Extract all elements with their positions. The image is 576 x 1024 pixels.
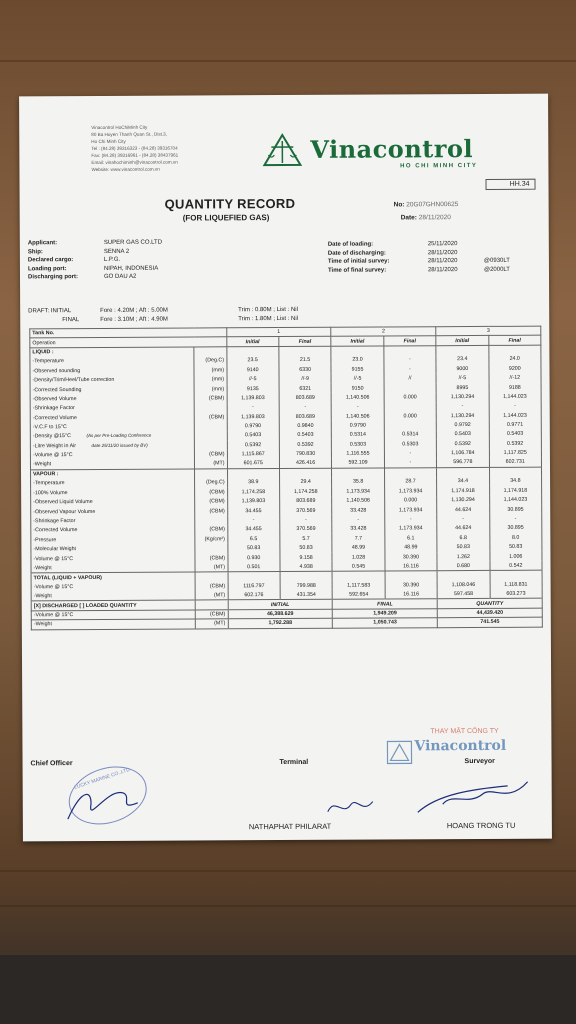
document-subtitle: (FOR LIQUEFIED GAS): [182, 213, 270, 223]
address-line: 80 Ba Huyen Thanh Quan St., Dist.3,: [91, 131, 168, 138]
table-row: -Temperature (Deg.C) 23.5 21.5 23.0 - 23.4 24.0: [30, 354, 541, 366]
table-row: -Observed Vapour Volume (CBM) 34.455 370.569 33.428 1,173.934 44.624 30.895: [31, 505, 542, 517]
detail-row: Applicant: SUPER GAS CO.LTD: [27, 239, 163, 247]
address-line: Vinacontrol HoChiMinh City: [91, 124, 148, 131]
section-heading: VAPOUR :: [31, 467, 542, 479]
detail-row: Loading port: NIPAH, INDONESIA: [27, 265, 159, 273]
details-right: [328, 240, 510, 275]
document-title: QUANTITY RECORD: [164, 195, 296, 212]
logo-subtitle: HO CHI MINH CITY: [400, 162, 478, 170]
chief-officer-signature: [63, 781, 173, 827]
operation-header-row: Operation Initial Final Initial Final Initial Final: [30, 336, 541, 348]
address-line: Fax: (84.28) 39316961 - (84.28) 38437961: [91, 152, 179, 159]
discharged-header-row: [X] DISCHARGED [ ] LOADED QUANTITY INITIAL FINAL QUANTITY: [31, 598, 542, 610]
table-row: -Corrected Volume (CBM) 1,139.803 803.689 1,140.506 0.000 1,130.294 1,144.023: [30, 411, 541, 423]
record-date: Date: 28/11/2020: [400, 214, 451, 222]
table-row: -Weight (MT) 601.675 426.416 592.109 - 596.778 602.731: [30, 458, 541, 470]
table-row: -Density/Trim/Heel/Tube correction (mm) //-5 //-9 //-5 // //-5 //-12: [30, 373, 541, 385]
table-row: -V.C.F to 15°C 0.9790 0.9840 0.9790 0.9792 0.9771: [30, 420, 541, 432]
terminal-label: Terminal: [279, 758, 309, 767]
quantity-table: [29, 326, 543, 630]
detail-row: Declared cargo: L.P.G.: [27, 257, 121, 264]
company-address: [91, 123, 241, 173]
detail-row: Discharging port: GO DAU A2: [27, 274, 137, 281]
surveyor-signature: [413, 774, 538, 820]
address-line: Ho Chi Minh City: [91, 138, 126, 145]
table-row: -Observed Liquid Volume (CBM) 1,139.803 803.689 1,140.506 0.000 1,130.294 1,144.023: [31, 495, 542, 507]
floor-background: [0, 955, 576, 1024]
form-code: HH.34: [485, 179, 535, 190]
surveyor-label: Surveyor: [464, 757, 495, 766]
record-number: No: 20G07GHN00625: [393, 201, 459, 209]
table-row: -Pressure (Kg/cm²) 6.5 5.7 7.7 6.1 6.8 8.0: [31, 533, 542, 545]
vinacontrol-stamp: THAY MẶT CÔNG TY Vinacontrol: [374, 728, 546, 773]
table-row: -Weight (MT) 602.176 431.354 592.654 16.116 597.458 603.273: [31, 589, 542, 601]
table-row: -Shrinkage Factor - - - - -: [30, 401, 541, 413]
table-row: -Corrected Volume (CBM) 34.455 370.569 33.428 1,173.934 44.624 30.895: [31, 523, 542, 535]
detail-row: Date of loading: 25/11/2020: [327, 241, 458, 248]
table-row: -Shrinkage Factor - - - - - -: [31, 514, 542, 526]
quantity-record-document: [19, 94, 552, 842]
table-row: -Temperature (Deg.C) 38.9 29.4 35.8 28.7 34.4 34.8: [31, 476, 542, 488]
draft-info: DRAFT: INITIAL Fore : 4.20M ; Aft : 5.00M Trim : 0.80M ; List : Nil FINAL Fore : 3.10M ; Aft : 4.90M Trim : 1.80M ; List : Nil: [28, 306, 299, 323]
table-row: -Volume @ 15°C (CBM) 0.930 9.158 1.028 30.390 1.262 1.006: [31, 552, 542, 564]
chief-officer-label: Chief Officer: [30, 760, 73, 768]
terminal-signature: [323, 786, 383, 821]
table-row: -Observed sounding (mm) 9140 6330 9155 - 9000 9200: [30, 364, 541, 376]
ship-stamp: LUCKY MARINE CO.,LTD: [61, 757, 154, 834]
table-row: -Litre Weight in Air date 25/11/20 issued by BV) 0.5392 0.5392 0.5303 0.5303 0.5392 0.5392: [30, 439, 541, 451]
table-row: -Observed Volume (CBM) 1,139.803 803.689 1,140.506 0.000 1,130.294 1,144.023: [30, 392, 541, 404]
stamp-scales-icon: [386, 740, 412, 764]
vinacontrol-logo: [262, 132, 477, 173]
surveyor-name: HOANG TRONG TU: [446, 820, 516, 831]
table-row: -100% Volume (CBM) 1,174.258 1,174.258 1,173.934 1,173.934 1,174.918 1,174.918: [31, 486, 542, 498]
scales-icon: [262, 133, 302, 167]
detail-row: Time of final survey: 28/11/2020 @2000LT: [327, 266, 510, 274]
section-heading: LIQUID :: [30, 345, 541, 357]
address-line: Email: vinahochiminh@vinacontrol.com.vn: [91, 159, 178, 166]
logo-text: Vinacontrol: [310, 134, 474, 164]
table-row: -Weight (MT) 0.501 4.938 0.545 16.116 0.680 0.542: [31, 561, 542, 573]
detail-row: Ship: SENNA 2: [27, 248, 130, 255]
details-left: [28, 239, 162, 283]
terminal-name: NATHAPHAT PHILARAT: [248, 821, 332, 832]
discharged-row: -Volume @ 15°C (CBM) 46,388.629 1,949.209 44,439.420: [31, 608, 542, 620]
address-line: Website: www.vinacontrol.com.vn: [91, 166, 160, 173]
discharged-row: -Weight (MT) 1,792.288 1,050.743 741.545: [31, 617, 542, 629]
table-row: -Volume @ 15°C (CBM) 1,115.867 790.830 1,116.555 - 1,106.784 1,117.825: [30, 448, 541, 460]
section-heading: TOTAL (LIQUID + VAPOUR): [31, 570, 542, 582]
detail-row: Date of discharging: 28/11/2020: [327, 249, 458, 257]
table-row: -Density @15°C (As per Pre-Loading Conference 0.5403 0.5403 0.5314 0.5314 0.5403 0.5403: [30, 429, 541, 441]
tank-header-row: Tank No. 1 2 3: [30, 326, 541, 338]
address-line: Tel : (84.28) 39316323 - (84.28) 39316704: [91, 145, 178, 152]
table-row: -Molecular Weight 50.83 50.83 48.99 48.99 50.83 50.83: [31, 542, 542, 554]
detail-row: Time of initial survey: 28/11/2020 @0930LT: [327, 258, 510, 265]
table-row: -Volume @ 15°C (CBM) 1116.797 799.988 1,117.583 30.390 1,108.046 1,118.831: [31, 580, 542, 592]
table-row: -Corrected Sounding (mm) 9135 6321 9150 8995 9188: [30, 383, 541, 395]
